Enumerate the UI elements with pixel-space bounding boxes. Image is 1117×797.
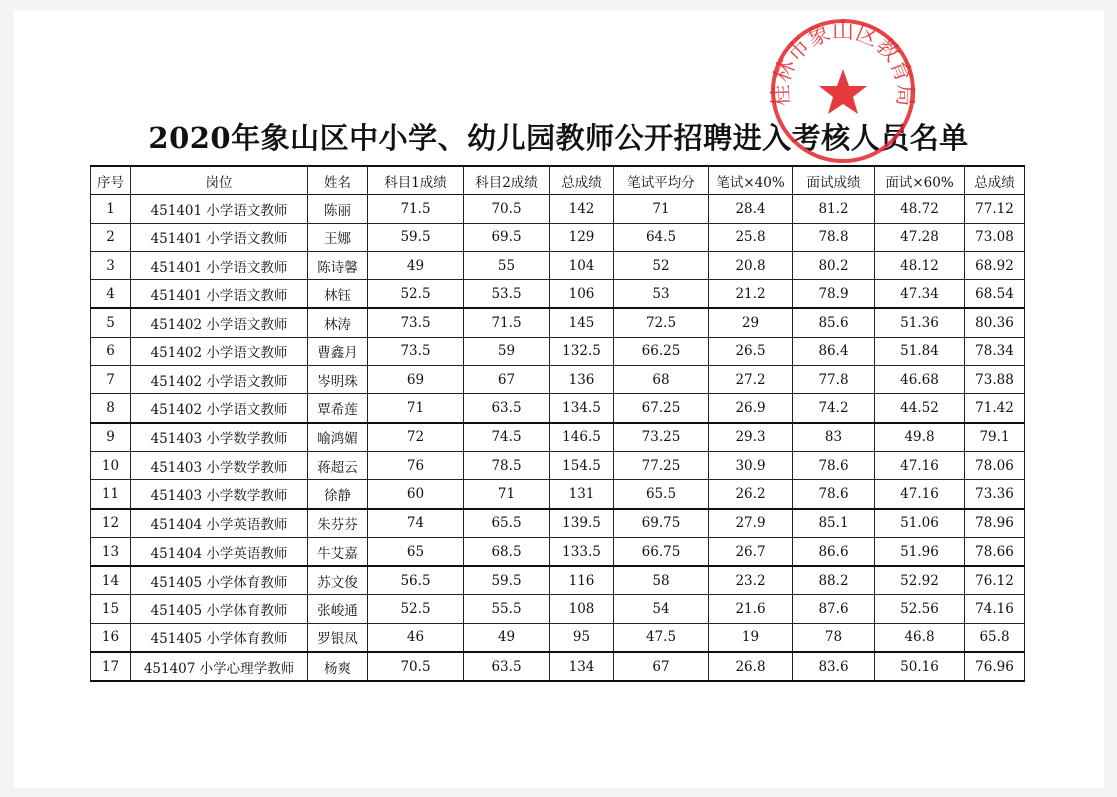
cell-subject2-score: 67 xyxy=(464,366,550,394)
cell-position: 451405 小学体育教师 xyxy=(131,595,308,623)
cell-written-average: 53 xyxy=(614,280,709,309)
cell-final-score: 78.06 xyxy=(965,451,1025,479)
cell-interview-60pct: 47.16 xyxy=(875,451,965,479)
cell-written-average: 73.25 xyxy=(614,423,709,452)
cell-interview-score: 74.2 xyxy=(793,394,875,423)
cell-subject2-score: 70.5 xyxy=(464,195,550,223)
cell-name: 徐静 xyxy=(308,480,368,509)
cell-index: 1 xyxy=(91,195,131,223)
table-row xyxy=(91,595,1025,623)
cell-interview-score: 87.6 xyxy=(793,595,875,623)
table-row xyxy=(91,280,1025,309)
cell-index: 8 xyxy=(91,394,131,423)
cell-name: 陈诗馨 xyxy=(308,251,368,279)
cell-written-average: 77.25 xyxy=(614,451,709,479)
cell-position: 451402 小学语文教师 xyxy=(131,337,308,365)
cell-interview-60pct: 47.34 xyxy=(875,280,965,309)
cell-written-average: 67 xyxy=(614,652,709,681)
cell-written-40pct: 21.2 xyxy=(709,280,793,309)
candidate-table xyxy=(90,165,1025,682)
cell-written-total: 145 xyxy=(550,308,614,337)
cell-interview-score: 86.4 xyxy=(793,337,875,365)
cell-written-total: 104 xyxy=(550,251,614,279)
cell-written-40pct: 30.9 xyxy=(709,451,793,479)
cell-final-score: 73.88 xyxy=(965,366,1025,394)
cell-subject2-score: 78.5 xyxy=(464,451,550,479)
cell-interview-60pct: 47.28 xyxy=(875,223,965,251)
table-row xyxy=(91,394,1025,423)
table-header-row xyxy=(91,166,1025,195)
cell-interview-60pct: 48.12 xyxy=(875,251,965,279)
cell-written-40pct: 29.3 xyxy=(709,423,793,452)
cell-written-total: 142 xyxy=(550,195,614,223)
cell-written-average: 66.75 xyxy=(614,537,709,566)
cell-subject2-score: 49 xyxy=(464,623,550,652)
cell-interview-score: 78.8 xyxy=(793,223,875,251)
cell-subject1-score: 46 xyxy=(368,623,464,652)
table-row xyxy=(91,652,1025,681)
cell-interview-60pct: 49.8 xyxy=(875,423,965,452)
cell-subject1-score: 52.5 xyxy=(368,595,464,623)
cell-interview-60pct: 51.06 xyxy=(875,509,965,538)
cell-interview-score: 78 xyxy=(793,623,875,652)
cell-final-score: 78.66 xyxy=(965,537,1025,566)
cell-written-total: 129 xyxy=(550,223,614,251)
cell-written-40pct: 20.8 xyxy=(709,251,793,279)
cell-written-average: 69.75 xyxy=(614,509,709,538)
cell-name: 岑明珠 xyxy=(308,366,368,394)
cell-written-total: 106 xyxy=(550,280,614,309)
cell-subject1-score: 59.5 xyxy=(368,223,464,251)
table-row xyxy=(91,308,1025,337)
cell-written-average: 68 xyxy=(614,366,709,394)
table-row xyxy=(91,509,1025,538)
cell-interview-60pct: 50.16 xyxy=(875,652,965,681)
cell-written-40pct: 23.2 xyxy=(709,566,793,595)
cell-index: 16 xyxy=(91,623,131,652)
document-title: 2020年象山区中小学、幼儿园教师公开招聘进入考核人员名单 xyxy=(148,121,969,155)
cell-index: 17 xyxy=(91,652,131,681)
table-row xyxy=(91,566,1025,595)
cell-subject1-score: 73.5 xyxy=(368,308,464,337)
cell-written-total: 132.5 xyxy=(550,337,614,365)
table-row xyxy=(91,223,1025,251)
cell-subject2-score: 63.5 xyxy=(464,394,550,423)
cell-subject1-score: 60 xyxy=(368,480,464,509)
cell-position: 451402 小学语文教师 xyxy=(131,366,308,394)
cell-name: 王娜 xyxy=(308,223,368,251)
cell-subject1-score: 71.5 xyxy=(368,195,464,223)
cell-index: 11 xyxy=(91,480,131,509)
column-header-final-score: 总成绩 xyxy=(965,166,1025,195)
table-row xyxy=(91,366,1025,394)
cell-written-average: 52 xyxy=(614,251,709,279)
column-header-index: 序号 xyxy=(91,166,131,195)
cell-interview-60pct: 48.72 xyxy=(875,195,965,223)
cell-final-score: 76.96 xyxy=(965,652,1025,681)
svg-text:桂林市象山区教育局: 桂林市象山区教育局 xyxy=(768,19,918,107)
table-row xyxy=(91,423,1025,452)
cell-interview-score: 88.2 xyxy=(793,566,875,595)
cell-written-average: 72.5 xyxy=(614,308,709,337)
column-header-written-total: 总成绩 xyxy=(550,166,614,195)
cell-position: 451405 小学体育教师 xyxy=(131,623,308,652)
cell-position: 451402 小学语文教师 xyxy=(131,308,308,337)
cell-final-score: 77.12 xyxy=(965,195,1025,223)
cell-position: 451401 小学语文教师 xyxy=(131,251,308,279)
cell-written-40pct: 27.9 xyxy=(709,509,793,538)
cell-written-40pct: 28.4 xyxy=(709,195,793,223)
cell-subject1-score: 76 xyxy=(368,451,464,479)
cell-interview-score: 83.6 xyxy=(793,652,875,681)
cell-written-average: 58 xyxy=(614,566,709,595)
cell-interview-score: 78.6 xyxy=(793,451,875,479)
cell-written-average: 66.25 xyxy=(614,337,709,365)
cell-name: 林钰 xyxy=(308,280,368,309)
cell-written-40pct: 21.6 xyxy=(709,595,793,623)
table-body xyxy=(91,195,1025,682)
cell-name: 杨爽 xyxy=(308,652,368,681)
cell-written-average: 47.5 xyxy=(614,623,709,652)
cell-subject2-score: 59.5 xyxy=(464,566,550,595)
cell-index: 7 xyxy=(91,366,131,394)
cell-position: 451405 小学体育教师 xyxy=(131,566,308,595)
cell-written-40pct: 26.7 xyxy=(709,537,793,566)
cell-subject2-score: 65.5 xyxy=(464,509,550,538)
cell-written-40pct: 26.9 xyxy=(709,394,793,423)
cell-name: 蒋超云 xyxy=(308,451,368,479)
cell-final-score: 79.1 xyxy=(965,423,1025,452)
column-header-subject1-score: 科目1成绩 xyxy=(368,166,464,195)
cell-written-total: 146.5 xyxy=(550,423,614,452)
cell-subject2-score: 69.5 xyxy=(464,223,550,251)
cell-subject2-score: 74.5 xyxy=(464,423,550,452)
cell-final-score: 74.16 xyxy=(965,595,1025,623)
cell-final-score: 71.42 xyxy=(965,394,1025,423)
cell-interview-60pct: 44.52 xyxy=(875,394,965,423)
cell-interview-60pct: 46.8 xyxy=(875,623,965,652)
cell-interview-60pct: 46.68 xyxy=(875,366,965,394)
cell-index: 5 xyxy=(91,308,131,337)
cell-index: 13 xyxy=(91,537,131,566)
cell-index: 6 xyxy=(91,337,131,365)
cell-interview-score: 85.6 xyxy=(793,308,875,337)
cell-final-score: 80.36 xyxy=(965,308,1025,337)
cell-subject2-score: 55 xyxy=(464,251,550,279)
cell-name: 覃希莲 xyxy=(308,394,368,423)
column-header-written-average: 笔试平均分 xyxy=(614,166,709,195)
cell-written-total: 134.5 xyxy=(550,394,614,423)
cell-written-total: 134 xyxy=(550,652,614,681)
column-header-position: 岗位 xyxy=(131,166,308,195)
cell-index: 15 xyxy=(91,595,131,623)
cell-final-score: 76.12 xyxy=(965,566,1025,595)
table-row xyxy=(91,337,1025,365)
cell-final-score: 68.92 xyxy=(965,251,1025,279)
cell-subject1-score: 69 xyxy=(368,366,464,394)
table-row xyxy=(91,195,1025,223)
cell-position: 451401 小学语文教师 xyxy=(131,195,308,223)
cell-name: 曹鑫月 xyxy=(308,337,368,365)
cell-written-40pct: 29 xyxy=(709,308,793,337)
table-row xyxy=(91,451,1025,479)
cell-interview-score: 78.9 xyxy=(793,280,875,309)
cell-position: 451402 小学语文教师 xyxy=(131,394,308,423)
cell-written-average: 67.25 xyxy=(614,394,709,423)
cell-index: 3 xyxy=(91,251,131,279)
cell-subject1-score: 71 xyxy=(368,394,464,423)
cell-position: 451403 小学数学教师 xyxy=(131,423,308,452)
column-header-subject2-score: 科目2成绩 xyxy=(464,166,550,195)
cell-position: 451403 小学数学教师 xyxy=(131,480,308,509)
cell-position: 451403 小学数学教师 xyxy=(131,451,308,479)
cell-interview-score: 83 xyxy=(793,423,875,452)
cell-interview-score: 81.2 xyxy=(793,195,875,223)
table-row xyxy=(91,480,1025,509)
cell-interview-60pct: 52.56 xyxy=(875,595,965,623)
cell-interview-score: 80.2 xyxy=(793,251,875,279)
cell-written-average: 65.5 xyxy=(614,480,709,509)
cell-subject2-score: 53.5 xyxy=(464,280,550,309)
cell-written-40pct: 26.5 xyxy=(709,337,793,365)
cell-subject2-score: 63.5 xyxy=(464,652,550,681)
cell-final-score: 73.08 xyxy=(965,223,1025,251)
cell-subject1-score: 52.5 xyxy=(368,280,464,309)
cell-position: 451401 小学语文教师 xyxy=(131,223,308,251)
cell-written-total: 108 xyxy=(550,595,614,623)
cell-interview-60pct: 51.36 xyxy=(875,308,965,337)
cell-interview-score: 78.6 xyxy=(793,480,875,509)
cell-written-total: 136 xyxy=(550,366,614,394)
cell-written-total: 133.5 xyxy=(550,537,614,566)
table-row xyxy=(91,251,1025,279)
cell-written-40pct: 25.8 xyxy=(709,223,793,251)
cell-index: 2 xyxy=(91,223,131,251)
table-row xyxy=(91,537,1025,566)
cell-final-score: 68.54 xyxy=(965,280,1025,309)
cell-written-total: 95 xyxy=(550,623,614,652)
cell-interview-score: 85.1 xyxy=(793,509,875,538)
cell-position: 451401 小学语文教师 xyxy=(131,280,308,309)
column-header-interview-score: 面试成绩 xyxy=(793,166,875,195)
cell-subject1-score: 73.5 xyxy=(368,337,464,365)
cell-name: 喻鸿媚 xyxy=(308,423,368,452)
cell-subject2-score: 71 xyxy=(464,480,550,509)
cell-name: 罗银凤 xyxy=(308,623,368,652)
cell-written-40pct: 27.2 xyxy=(709,366,793,394)
cell-subject2-score: 68.5 xyxy=(464,537,550,566)
cell-interview-60pct: 51.96 xyxy=(875,537,965,566)
cell-written-total: 139.5 xyxy=(550,509,614,538)
cell-interview-60pct: 51.84 xyxy=(875,337,965,365)
cell-final-score: 65.8 xyxy=(965,623,1025,652)
cell-index: 10 xyxy=(91,451,131,479)
cell-written-average: 54 xyxy=(614,595,709,623)
cell-position: 451404 小学英语教师 xyxy=(131,537,308,566)
cell-subject2-score: 55.5 xyxy=(464,595,550,623)
cell-written-total: 131 xyxy=(550,480,614,509)
cell-final-score: 78.96 xyxy=(965,509,1025,538)
cell-name: 林涛 xyxy=(308,308,368,337)
column-header-interview-60pct: 面试×60% xyxy=(875,166,965,195)
cell-subject2-score: 59 xyxy=(464,337,550,365)
cell-subject2-score: 71.5 xyxy=(464,308,550,337)
cell-written-total: 116 xyxy=(550,566,614,595)
cell-position: 451407 小学心理学教师 xyxy=(131,652,308,681)
cell-name: 张峻通 xyxy=(308,595,368,623)
cell-index: 9 xyxy=(91,423,131,452)
cell-index: 14 xyxy=(91,566,131,595)
cell-interview-60pct: 52.92 xyxy=(875,566,965,595)
cell-name: 苏文俊 xyxy=(308,566,368,595)
cell-subject1-score: 49 xyxy=(368,251,464,279)
cell-subject1-score: 65 xyxy=(368,537,464,566)
cell-position: 451404 小学英语教师 xyxy=(131,509,308,538)
cell-subject1-score: 56.5 xyxy=(368,566,464,595)
cell-written-40pct: 26.2 xyxy=(709,480,793,509)
cell-subject1-score: 70.5 xyxy=(368,652,464,681)
cell-written-average: 71 xyxy=(614,195,709,223)
cell-name: 牛艾嘉 xyxy=(308,537,368,566)
cell-written-average: 64.5 xyxy=(614,223,709,251)
column-header-written-40pct: 笔试×40% xyxy=(709,166,793,195)
cell-interview-60pct: 47.16 xyxy=(875,480,965,509)
cell-index: 4 xyxy=(91,280,131,309)
cell-index: 12 xyxy=(91,509,131,538)
cell-name: 陈丽 xyxy=(308,195,368,223)
column-header-name: 姓名 xyxy=(308,166,368,195)
cell-written-40pct: 19 xyxy=(709,623,793,652)
cell-interview-score: 86.6 xyxy=(793,537,875,566)
cell-final-score: 73.36 xyxy=(965,480,1025,509)
cell-final-score: 78.34 xyxy=(965,337,1025,365)
cell-written-40pct: 26.8 xyxy=(709,652,793,681)
cell-interview-score: 77.8 xyxy=(793,366,875,394)
cell-subject1-score: 72 xyxy=(368,423,464,452)
cell-name: 朱芬芬 xyxy=(308,509,368,538)
cell-subject1-score: 74 xyxy=(368,509,464,538)
table-row xyxy=(91,623,1025,652)
cell-written-total: 154.5 xyxy=(550,451,614,479)
